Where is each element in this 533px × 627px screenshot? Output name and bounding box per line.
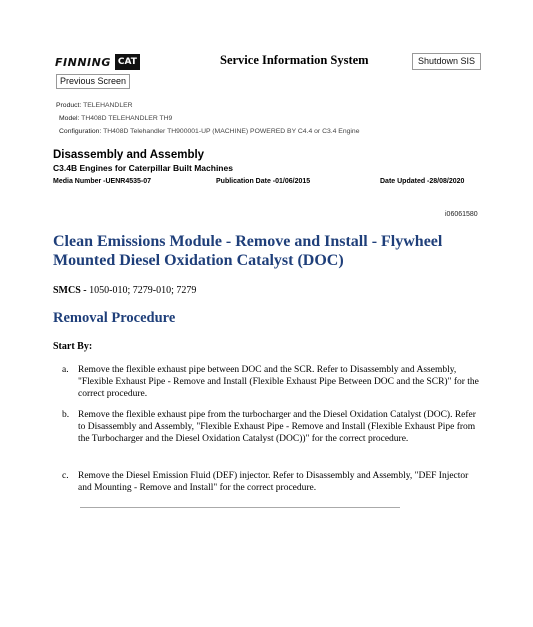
list-item: [62, 409, 482, 445]
start-by-label: Start By:: [53, 341, 93, 352]
product-label: Product:: [56, 102, 82, 109]
smcs-line: [53, 285, 196, 296]
divider: [80, 507, 400, 508]
publication-date: Publication Date -01/06/2015: [216, 178, 311, 185]
list-item: [62, 364, 482, 400]
cat-logo-badge: CAT: [115, 54, 140, 70]
section-heading: Removal Procedure: [53, 310, 176, 326]
step-label: c.: [62, 471, 69, 481]
shutdown-sis-button[interactable]: Shutdown SIS: [412, 53, 481, 70]
finning-logo-text: FINNING: [55, 55, 111, 69]
smcs-codes: 1050-010; 7279-010; 7279: [89, 285, 197, 296]
smcs-label: SMCS -: [53, 285, 87, 296]
date-updated: Date Updated -28/08/2020: [380, 178, 465, 185]
media-number: Media Number -UENR4535-07: [53, 178, 152, 185]
finning-cat-logo: [55, 53, 140, 71]
step-text: Remove the Diesel Emission Fluid (DEF) injector. Refer to Disassembly and Assembly, "DEF Injector and Mounting - Remove and Install" for the correct procedure.: [78, 471, 469, 493]
step-text: Remove the flexible exhaust pipe between DOC and the SCR. Refer to Disassembly and Assembly, "Flexible Exhaust Pipe - Remove and Install (Flexible Exhaust Pipe Between DOC and the SCR)" for the correct procedure.: [78, 365, 479, 399]
previous-screen-button[interactable]: Previous Screen: [56, 74, 130, 89]
step-label: a.: [62, 365, 69, 375]
product-value: TELEHANDLER: [83, 102, 133, 109]
document-category: Disassembly and Assembly: [53, 149, 205, 161]
document-subtitle: C3.4B Engines for Caterpillar Built Machines: [53, 163, 233, 173]
configuration-value: TH408D Telehandler TH900001-UP (MACHINE) POWERED BY C4.4 or C3.4 Engine: [103, 128, 360, 135]
product-line: [56, 102, 133, 109]
step-label: b.: [62, 410, 70, 420]
model-value: TH408D TELEHANDLER TH9: [81, 115, 173, 122]
model-line: [59, 115, 172, 122]
configuration-line: [59, 128, 359, 135]
configuration-label: Configuration:: [59, 128, 102, 135]
page-title: Clean Emissions Module - Remove and Install - Flywheel Mounted Diesel Oxidation Catalyst (DOC): [53, 233, 443, 269]
step-text: Remove the flexible exhaust pipe from the turbocharger and the Diesel Oxidation Catalyst (DOC). Refer to Disassembly and Assembly, "Flexible Exhaust Pipe - Remove and Install (Flexible Exhaust Pipe from the Turbocharger and the Diesel Oxidation Catalyst (DOC))" for the correct procedure.: [78, 410, 476, 444]
list-item: [62, 470, 482, 494]
system-title: Service Information System: [220, 53, 369, 67]
document-id: i06061580: [445, 211, 478, 218]
model-label: Model:: [59, 115, 80, 122]
